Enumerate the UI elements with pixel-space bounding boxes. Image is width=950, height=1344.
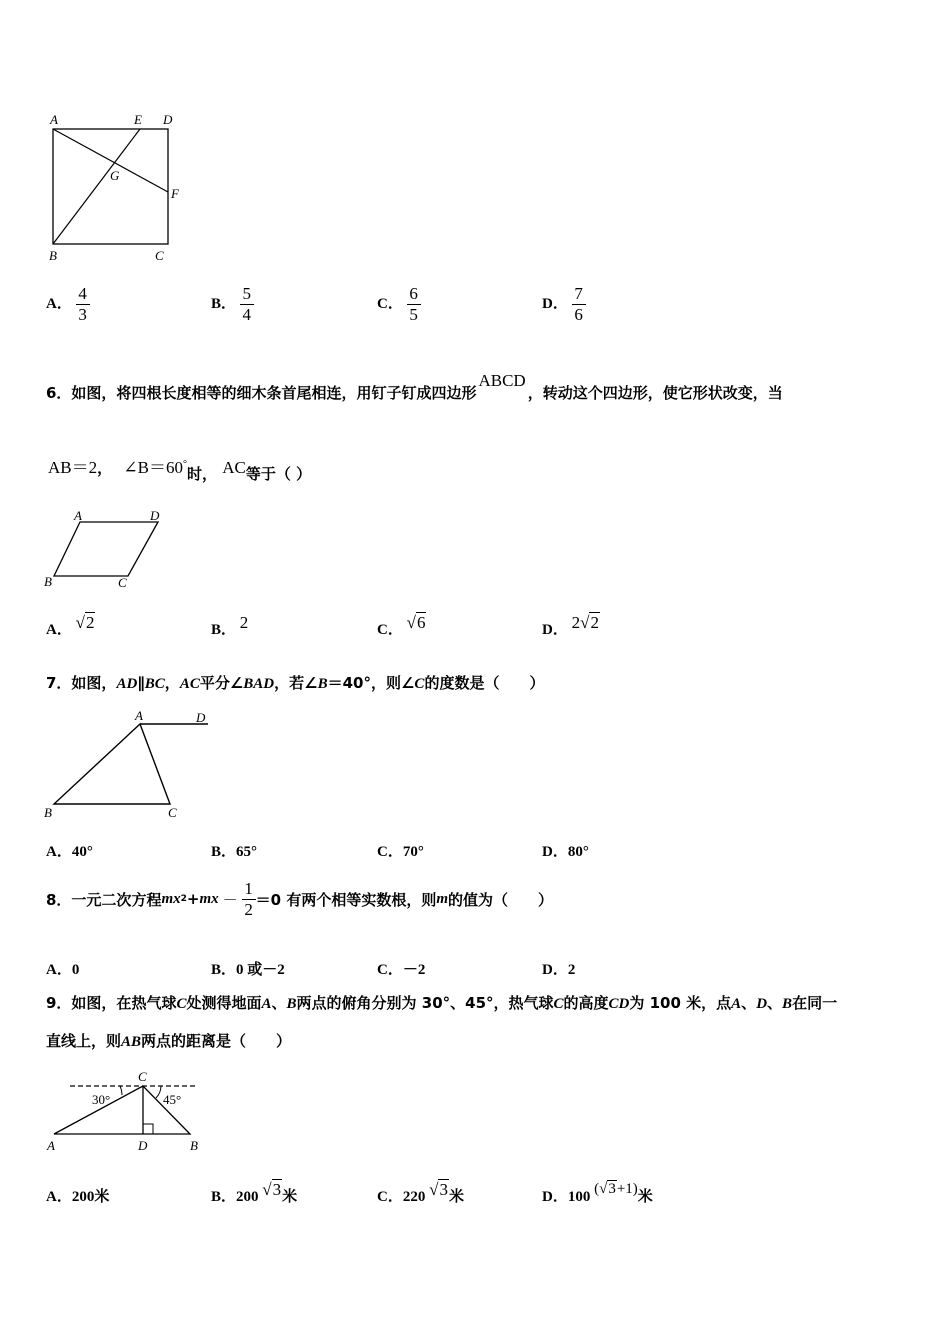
q6-label-a: A (74, 508, 82, 523)
q8-fraction: $\frac{1}{2}$ (242, 879, 256, 920)
q9-option-c[interactable]: C．220 √3米 (377, 1180, 464, 1205)
q6-option-a[interactable]: A． √2 (46, 613, 95, 638)
q7-option-c[interactable]: C．70° (377, 844, 424, 860)
q9-option-a[interactable]: A．200米 (46, 1187, 110, 1205)
q5-label-b: B (49, 248, 57, 263)
q5-label-d: D (163, 112, 173, 127)
q5-option-c[interactable]: C． $\frac{6}{5}$ (377, 284, 421, 325)
q6-option-b[interactable]: B． 2 (211, 613, 249, 638)
q8-option-a[interactable]: A．0 (46, 962, 80, 978)
q5-label-e: E (134, 112, 142, 127)
q7-label-d: D (196, 710, 206, 725)
q5-option-d[interactable]: D． $\frac{7}{6}$ (542, 284, 586, 325)
q9-label-b: B (190, 1138, 198, 1153)
q9-stem-line2: 直线上，则AB两点的距离是（ ） (46, 1032, 292, 1050)
q6-option-c[interactable]: C． √6 (377, 613, 426, 638)
q9-option-b-sqrt: √3 (262, 1180, 282, 1199)
q7-triangle-figure (40, 706, 220, 824)
q9-label-a: A (47, 1138, 55, 1153)
q8-stem: 8．一元二次方程 mx 2 + mx － $\frac{1}{2}$ ＝0 有两个相等实数根，则 m 的值为（ ） (46, 878, 554, 919)
q9-angle-30: 30° (92, 1092, 111, 1107)
q6-label-c: C (118, 575, 127, 590)
q5-option-a[interactable]: A． $\frac{4}{3}$ (46, 284, 90, 325)
q9-angle-45: 45° (163, 1092, 182, 1107)
q7-label-a: A (135, 708, 143, 723)
q6-option-d-sqrt: 2√2 (571, 613, 599, 632)
q5-label-c: C (155, 248, 164, 263)
q8-option-b[interactable]: B．0 或－2 (211, 962, 285, 978)
q7-stem: 7．如图，AD∥BC，AC平分∠BAD，若∠B＝40°，则∠C的度数是（ ） (46, 674, 545, 692)
q5-option-c-fraction: $\frac{6}{5}$ (407, 284, 421, 325)
q5-label-g: G (110, 168, 120, 183)
q9-stem-line1: 9．如图，在热气球C处测得地面A、B两点的俯角分别为 30°、45°，热气球C的高度CD为 100 米，点A、D、B在同一 (46, 994, 838, 1012)
q9-option-d[interactable]: D．100 (√3+1)米 (542, 1181, 653, 1205)
q7-option-d[interactable]: D．80° (542, 844, 589, 860)
q9-balloon-figure (40, 1066, 220, 1158)
q6-option-d[interactable]: D． 2√2 (542, 613, 599, 638)
q5-label-f: F (171, 186, 179, 201)
q6-stem-line2: AB＝2， ∠B＝60°时， AC等于（ ） (48, 458, 312, 483)
q8-option-c[interactable]: C．－2 (377, 962, 426, 978)
q7-label-b: B (44, 805, 52, 820)
q7-option-b[interactable]: B．65° (211, 844, 258, 860)
q9-label-c: C (138, 1069, 147, 1084)
q5-option-b[interactable]: B． $\frac{5}{4}$ (211, 284, 254, 325)
q6-label-d: D (150, 508, 160, 523)
q9-label-d: D (138, 1138, 148, 1153)
q5-square-figure (44, 108, 194, 268)
q9-option-c-sqrt: √3 (429, 1180, 448, 1199)
q9-option-b[interactable]: B．200 √3米 (211, 1180, 298, 1205)
q5-option-d-fraction: $\frac{7}{6}$ (572, 284, 586, 325)
q5-option-a-fraction: $\frac{4}{3}$ (76, 284, 90, 325)
q9-option-d-expr: (√3+1) (594, 1181, 638, 1197)
q7-option-a[interactable]: A．40° (46, 844, 93, 860)
q6-rhombus-figure (40, 508, 180, 593)
q6-stem-line1: 6．如图，将四根长度相等的细木条首尾相连，用钉子钉成四边形ABCD，转动这个四边形，使它形状改变，当 (46, 371, 783, 402)
q6-option-a-sqrt: √2 (75, 613, 95, 632)
q5-label-a: A (50, 112, 58, 127)
q6-option-c-sqrt: √6 (406, 613, 426, 632)
q5-option-b-fraction: $\frac{5}{4}$ (240, 284, 254, 325)
q8-option-d[interactable]: D．2 (542, 962, 576, 978)
q7-label-c: C (168, 805, 177, 820)
q6-label-b: B (44, 574, 52, 589)
